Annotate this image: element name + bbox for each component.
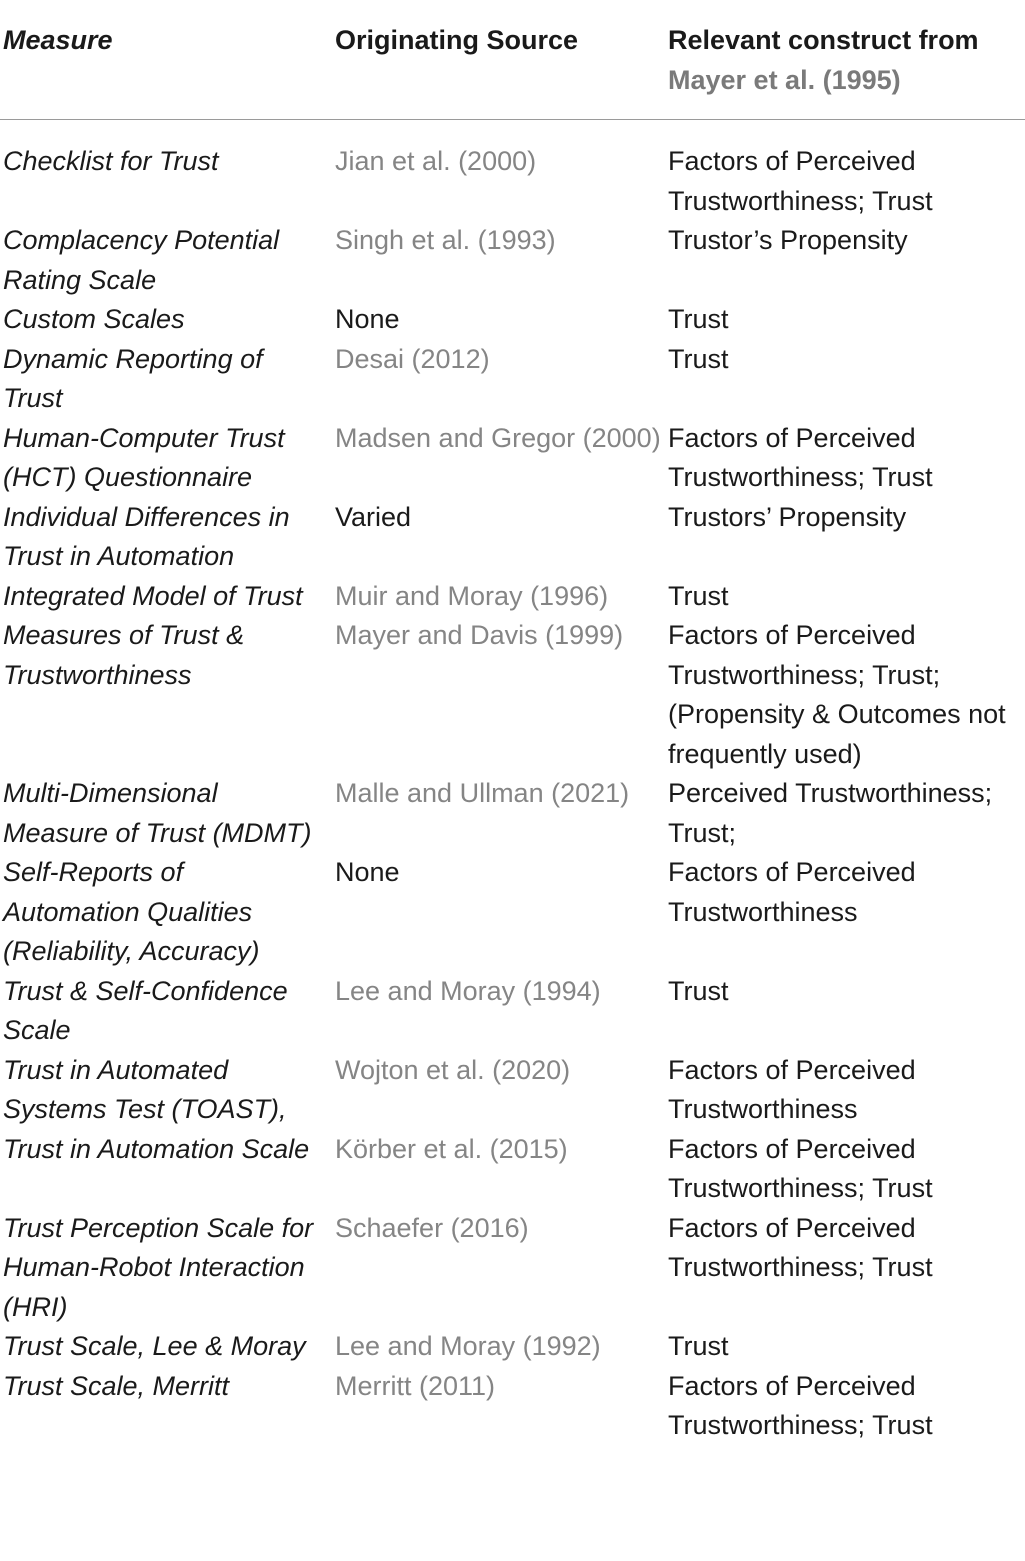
- cell-measure: Self-Reports of Automation Qualities (Reliability, Accuracy): [3, 857, 260, 966]
- cell-originating-source[interactable]: Madsen and Gregor (2000): [335, 422, 661, 453]
- cell-measure: Integrated Model of Trust: [3, 580, 303, 611]
- cell-relevant-construct: Trustor’s Propensity: [668, 225, 908, 255]
- cell-originating-source[interactable]: Desai (2012): [335, 343, 490, 374]
- cell-originating-source[interactable]: Muir and Moray (1996): [335, 580, 609, 611]
- cell-measure: Trust Perception Scale for Human-Robot Interaction (HRI): [3, 1212, 314, 1322]
- cell-relevant-construct: Trust: [668, 975, 729, 1006]
- cell-relevant-construct: Factors of Perceived Trustworthiness; Trust: [668, 1133, 933, 1203]
- cell-relevant-construct: Trust: [668, 1331, 729, 1361]
- cell-originating-source[interactable]: Jian et al. (2000): [335, 146, 537, 176]
- cell-originating-source: None: [335, 304, 400, 334]
- table-row: [0, 972, 1025, 1051]
- cell-originating-source[interactable]: Lee and Moray (1994): [335, 975, 601, 1006]
- cell-relevant-construct: Trust: [668, 343, 729, 374]
- header-originating-source: Originating Source: [335, 25, 579, 55]
- cell-measure: Human-Computer Trust (HCT) Questionnaire: [3, 422, 285, 492]
- cell-measure: Custom Scales: [3, 304, 185, 334]
- cell-measure: Measures of Trust & Trustworthiness: [3, 620, 245, 690]
- table-body: [0, 120, 1025, 1446]
- cell-originating-source[interactable]: Malle and Ullman (2021): [335, 778, 630, 808]
- cell-originating-source[interactable]: Mayer and Davis (1999): [335, 620, 624, 650]
- cell-measure: Individual Differences in Trust in Automation: [3, 501, 290, 571]
- cell-measure: Dynamic Reporting of Trust: [3, 343, 263, 413]
- cell-originating-source[interactable]: Körber et al. (2015): [335, 1133, 568, 1164]
- table-row: [0, 1130, 1025, 1209]
- table-row: [0, 616, 1025, 774]
- cell-measure: Trust Scale, Merritt: [3, 1370, 230, 1401]
- cell-relevant-construct: Factors of Perceived Trustworthiness: [668, 1054, 916, 1124]
- cell-relevant-construct: Factors of Perceived Trustworthiness: [668, 857, 916, 927]
- cell-measure: Complacency Potential Rating Scale: [3, 225, 280, 295]
- table-row: [0, 1367, 1025, 1446]
- header-relevant-construct: [666, 0, 1025, 119]
- table-row: [0, 577, 1025, 617]
- cell-relevant-construct: Trust: [668, 304, 729, 334]
- table-row: [0, 1051, 1025, 1130]
- header-construct-label: Relevant construct from: [668, 25, 979, 55]
- cell-originating-source: None: [335, 857, 400, 887]
- table-row: [0, 142, 1025, 221]
- cell-relevant-construct: Factors of Perceived Trustworthiness; Trust: [668, 1370, 933, 1440]
- cell-relevant-construct: Perceived Trustworthiness; Trust;: [668, 778, 993, 848]
- table-row: [0, 340, 1025, 419]
- cell-relevant-construct: Factors of Perceived Trustworthiness; Trust; (Propensity & Outcomes not frequently used): [668, 620, 1006, 769]
- cell-originating-source[interactable]: Lee and Moray (1992): [335, 1331, 601, 1361]
- cell-measure: Trust in Automation Scale: [3, 1133, 310, 1164]
- cell-originating-source[interactable]: Schaefer (2016): [335, 1212, 529, 1243]
- cell-originating-source[interactable]: Singh et al. (1993): [335, 225, 556, 255]
- table-header: [0, 0, 1025, 120]
- cell-measure: Checklist for Trust: [3, 146, 219, 176]
- cell-measure: Trust Scale, Lee & Moray: [3, 1331, 306, 1361]
- table-row: [0, 1327, 1025, 1367]
- header-construct-citation: Mayer et al. (1995): [668, 64, 901, 95]
- cell-relevant-construct: Trust: [668, 580, 729, 611]
- table-row: [0, 221, 1025, 300]
- cell-measure: Multi-Dimensional Measure of Trust (MDMT): [3, 778, 312, 848]
- header-measure: Measure: [3, 25, 113, 55]
- table-row: [0, 419, 1025, 498]
- table-row: [0, 1209, 1025, 1328]
- cell-originating-source: Varied: [335, 501, 412, 532]
- table-row: [0, 498, 1025, 577]
- cell-measure: Trust & Self-Confidence Scale: [3, 975, 288, 1045]
- cell-relevant-construct: Factors of Perceived Trustworthiness; Trust: [668, 146, 933, 216]
- cell-originating-source[interactable]: Merritt (2011): [335, 1370, 496, 1401]
- cell-relevant-construct: Factors of Perceived Trustworthiness; Trust: [668, 1212, 933, 1282]
- table-row: [0, 853, 1025, 972]
- cell-relevant-construct: Trustors’ Propensity: [668, 501, 907, 532]
- table-row: [0, 300, 1025, 340]
- cell-measure: Trust in Automated Systems Test (TOAST),: [3, 1054, 287, 1124]
- cell-originating-source[interactable]: Wojton et al. (2020): [335, 1054, 571, 1085]
- table-row: [0, 774, 1025, 853]
- cell-relevant-construct: Factors of Perceived Trustworthiness; Trust: [668, 422, 933, 492]
